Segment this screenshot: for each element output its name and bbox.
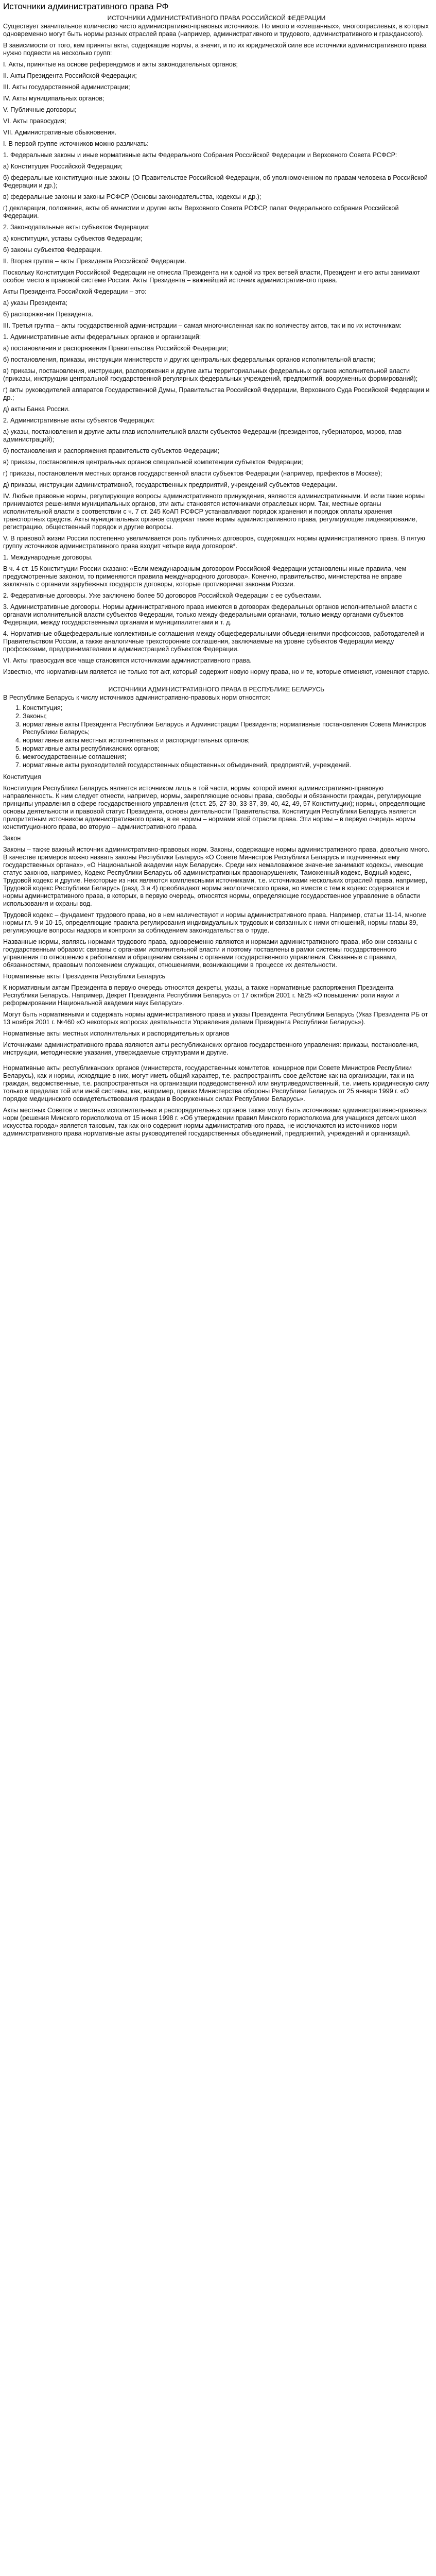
paragraph: IV. Любые правовые нормы, регулирующие вопросы административного принуждения, являются административными. И если такие нормы принимаются решениями муниципальных органов, эти акты становятся источниками отраслевых норм. Так, местные органы исполнительной власти в соответствии с ч. 7 ст. 245 КоАП РСФСР устанавливают порядок хранения и порядок оплаты хранения транспортных средств. Акты муниципальных органов содержат также нормы административного права, регулирующие лицензирование, регистрацию, общественный порядок и другие вопросы. [3, 493, 425, 531]
paragraph: г) приказы, постановления местных органов государственной власти субъектов Федерации (например, префектов в Москве); [3, 470, 382, 477]
paragraph: V. В правовой жизни России постепенно увеличивается роль публичных договоров, содержащих нормы административного права. В пятую группу источников административного права входит четыре вида договоров*. [3, 535, 425, 550]
paragraph: в) федеральные законы и законы РСФСР (Основы законодательства, кодексы и др.); [3, 193, 261, 200]
paragraph: III. Акты государственной администрации; [3, 83, 130, 91]
list-item: 4. нормативные акты местных исполнительных и распорядительных органов; [23, 737, 430, 744]
paragraph: VI. Акты правосудия все чаще становятся источниками административного права. [3, 657, 252, 664]
section-intro-rb: В Республике Беларусь к числу источников административно-правовых норм относятся: [3, 694, 271, 701]
paragraph: Акты Президента Российской Федерации – это: [3, 288, 147, 295]
paragraph [3, 1060, 430, 1064]
list-item: 5. нормативные акты республиканских органов; [23, 745, 430, 753]
paragraph: I. Акты, принятые на основе референдумов и акты законодательных органов; [3, 61, 238, 68]
paragraph: VI. Акты правосудия; [3, 117, 66, 125]
paragraph: б) постановления, приказы, инструкции министерств и других центральных федеральных органов исполнительной власти; [3, 356, 375, 363]
paragraph: V. Публичные договоры; [3, 106, 77, 113]
paragraph: д) приказы, инструкции административной, государственных предприятий, учреждений субъектов Федерации. [3, 481, 338, 488]
paragraph: 2. Федеративные договоры. Уже заключено более 50 договоров Российской Федерации с ее субъектами. [3, 592, 322, 599]
list-item: 7. нормативные акты руководителей государственных общественных объединений, предприятий, учреждений. [23, 761, 430, 769]
paragraph: В ч. 4 ст. 15 Конституции России сказано: «Если международным договором Российской Федерации установлены иные правила, чем предусмотренные законом, то применяются правила международного договора». Конечно, правительство, министерства не вправе заключать с органами зарубежных государств договоры, которые противоречат законам России. [3, 565, 407, 588]
paragraph: в) приказы, постановления, инструкции, распоряжения и другие акты территориальных федеральных органов исполнительной власти (приказы, инструкции центральной государственной регулярных федеральных учреждений, предприятий, вооруженных формирований); [3, 367, 418, 382]
paragraph: 1. Международные договоры. [3, 554, 93, 561]
paragraph: б) постановления и распоряжения правительств субъектов Федерации; [3, 447, 220, 454]
paragraph: 2. Законодательные акты субъектов Федерации: [3, 224, 150, 231]
paragraph: Поскольку Конституция Российской Федерации не отнесла Президента ни к одной из трех ветвей власти, Президент и его акты занимают особое место в правовой системе России. Акты Президента – важнейший источник административного права. [3, 269, 421, 284]
paragraph: а) Конституция Российской Федерации; [3, 163, 123, 170]
paragraph: в) приказы, постановления центральных органов специальной компетенции субъектов Федерации; [3, 459, 303, 466]
paragraph: а) указы Президента; [3, 299, 67, 307]
paragraph: Конституция Республики Беларусь является источником лишь в той части, нормы которой имеют административно-правовую направленность. К ним следует отнести, например, нормы, закрепляющие основы права, свободы и обязанности граждан, регулирующие принципы управления в сфере государственного управления (ст.ст. 25, 27-30, 33-37, 39, 40, 42, 49, 57 Конституции); нормы, определяющие основы деятельности и правовой статус Президента, основы деятельности Правительства. Конституция Республики Беларусь является приоритетным источником административного права, в ее нормы – нормами этой отрасли права. Эти нормы – в первую очередь нормы конституционного права, во вторую – административного права. [3, 785, 426, 831]
section-rb [3, 773, 430, 1138]
paragraph: VII. Административные обыкновения. [3, 129, 117, 136]
paragraph: В зависимости от того, кем приняты акты, содержащие нормы, а значит, и по их юридической силе все источники административного права нужно подвести на несколько групп: [3, 42, 427, 57]
document [0, 0, 436, 1146]
paragraph: Законы – также важный источник административно-правовых норм. Законы, содержащие нормы административного права, довольно много. В качестве примеров можно назвать законы Республики Беларусь «О Совете Министров Республики Беларусь и подчиненных ему государственных органах», «О Национальной академии наук Беларуси». Среди них немаловажное значение занимают кодексы, имеющие статус законов, например, Кодекс Республики Беларусь об административных правонарушениях, Таможенный кодекс, Водный кодекс, Трудовой кодекс и другие. Некоторые из них являются комплексными источниками, т.е. источниками нескольких отраслей права, например, Трудовой кодекс Республики Беларусь (разд. 3 и 4) преобладают нормы экологического права, но вместе с тем в кодекс содержатся и нормы административного права, в которых, в первую очередь, относятся нормы, определяющие государственное управление в области использования и охраны вод. [3, 846, 430, 907]
paragraph: Могут быть нормативными и содержать нормы административного права и указы Президента Республики Беларусь (Указ Президента РБ от 13 ноября 2001 г. №460 «О некоторых вопросах деятельности Управления делами Президента Республики Беларусь»). [3, 1011, 428, 1026]
list-item: 3. нормативные акты Президента Республики Беларусь и Администрации Президента; нормативные постановления Совета Министров Республики Беларусь; [23, 721, 430, 736]
section-rf [3, 23, 430, 676]
paragraph: 4. Нормативные общефедеральные коллективные соглашения между общефедеральными объединениями профсоюзов, работодателей и Правительством России, а также аналогичные трехсторонние соглашения, заключаемые на уровне субъектов Федерации между профсоюзами, предпринимателями и администрацией субъектов Федерации. [3, 630, 424, 653]
paragraph: д) акты Банка России. [3, 405, 70, 413]
paragraph: Источниками административного права являются акты республиканских органов государственного управления: приказы, постановления, инструкции, методические указания, утверждаемые структурами и другие. [3, 1041, 419, 1056]
list-item: 6. межгосударственные соглашения; [23, 753, 430, 761]
paragraph: Существует значительное количество чисто административно-правовых источников. Но много и «смешанных», многоотраслевых, в которых одновременно могут быть нормы разных отраслей права (например, административного и трудового, административного и гражданского). [3, 23, 429, 38]
sub-heading: Конституция [3, 773, 41, 781]
paragraph: а) конституции, уставы субъектов Федерации; [3, 235, 143, 242]
sub-heading: Закон [3, 835, 21, 842]
paragraph: II. Акты Президента Российской Федерации; [3, 72, 137, 79]
section-heading-rb: ИСТОЧНИКИ АДМИНИСТРАТИВНОГО ПРАВА В РЕСПУБЛИКЕ БЕЛАРУСЬ [108, 686, 325, 693]
paragraph: 1. Федеральные законы и иные нормативные акты Федерального Собрания Российской Федерации и Верховного Совета РСФСР: [3, 151, 397, 159]
paragraph: б) распоряжения Президента. [3, 311, 94, 318]
list-item: 2. Законы; [23, 713, 430, 720]
paragraph: Акты местных Советов и местных исполнительных и распорядительных органов также могут быть источниками административно-правовых норм (решения Минского горисполкома от 15 июня 1998 г. «Об утверждении правил Минского горисполкома для учащихся детских школ искусства города» является таковым, так как оно содержит нормы административного права, не исключаются из источников норм административного права нормативные акты руководителей государственных объединений, предприятий, учреждений и организаций. [3, 1107, 427, 1137]
section-heading-rf: ИСТОЧНИКИ АДМИНИСТРАТИВНОГО ПРАВА РОССИЙСКОЙ ФЕДЕРАЦИИ [107, 14, 326, 22]
paragraph: К нормативным актам Президента в первую очередь относятся декреты, указы, а также нормативные распоряжения Президента Республики Беларусь. Например, Декрет Президента Республики Беларусь от 17 октября 2001 г. №25 «О повышении роли науки и реформировании Национальной академии наук Беларуси». [3, 984, 399, 1007]
paragraph: г) акты руководителей аппаратов Государственной Думы, Правительства Российской Федерации, Верховного Суда Российской Федерации и др.; [3, 386, 430, 401]
paragraph: а) указы, постановления и другие акты глав исполнительной власти субъектов Федерации (президентов, губернаторов, мэров, глав администраций); [3, 428, 402, 443]
paragraph: IV. Акты муниципальных органов; [3, 95, 104, 102]
paragraph: 3. Административные договоры. Нормы административного права имеются в договорах федеральных органов исполнительной власти с органами исполнительной власти субъектов Федерации, только между федеральными органами, только между органами субъектов Федерации, между государственными органами и муниципалитетами и т. д. [3, 603, 417, 626]
paragraph: а) постановления и распоряжения Правительства Российской Федерации; [3, 345, 229, 352]
paragraph: Нормативные акты республиканских органов (министерств, государственных комитетов, концернов при Совете Министров Республики Беларусь), как и нормы, исходящие в них, могут иметь общий характер, т.е. распространять свое действие как на организации, так и на граждан, ведомственные, т.е. распространяться на организации подведомственной или внутриведомственный, т.е. иметь юридическую силу только в пределах той или иной системы, как, например, приказ Министерства обороны Республики Беларусь от 25 января 1999 г. «О порядке медицинского освидетельствования граждан в Вооруженных силах Республики Беларусь». [3, 1064, 429, 1103]
sub-heading: Нормативные акты Президента Республики Беларусь [3, 973, 166, 980]
sources-list-rb [3, 704, 430, 769]
paragraph: б) федеральные конституционные законы (О Правительстве Российской Федерации, об уполномоченном по правам человека в Российской Федерации и др.); [3, 174, 428, 189]
paragraph: I. В первой группе источников можно различать: [3, 140, 149, 147]
list-item: 1. Конституция; [23, 704, 430, 712]
page-title: Источники административного права РФ [3, 2, 169, 11]
paragraph: Трудовой кодекс – фундамент трудового права, но в нем наличествуют и нормы административного права. Например, статьи 11-14, многие нормы гл. 9 и 10-15, определяющие правила регулирования индивидуальных трудовых и связанных с ними отношений, нормы главы 39, регулирующие вопросы надзора и контроля за соблюдением законодательства о труде. [3, 911, 426, 934]
paragraph: г) декларации, положения, акты об амнистии и другие акты Верховного Совета РСФСР, палат Федерального собрания Российской Федерации. [3, 205, 399, 219]
paragraph: 1. Административные акты федеральных органов и организаций: [3, 333, 201, 341]
paragraph: Названные нормы, являясь нормами трудового права, одновременно являются и нормами административного права, ибо они связаны с государственным образом: связаны с органами исполнительной власти и поэтому поставлены в рамки системы государственного управления по отношению к работникам и обращениям связаны с органами государственного управления. Связанные с правами, обязанностями, правовым положением служащих, отношениями, возникающими в процессе их деятельности. [3, 938, 417, 969]
sub-heading: Нормативные акты местных исполнительных и распорядительных органов [3, 1030, 230, 1037]
paragraph: Известно, что нормативным является не только тот акт, который содержит новую норму права, но и те, которые отменяют, изменяют старую. [3, 668, 430, 675]
paragraph: 2. Административные акты субъектов Федерации: [3, 417, 155, 424]
paragraph: III. Третья группа – акты государственной администрации – самая многочисленная как по количеству актов, так и по их источникам: [3, 322, 402, 329]
paragraph: II. Вторая группа – акты Президента Российской Федерации. [3, 258, 186, 265]
paragraph: б) законы субъектов Федерации. [3, 246, 102, 253]
